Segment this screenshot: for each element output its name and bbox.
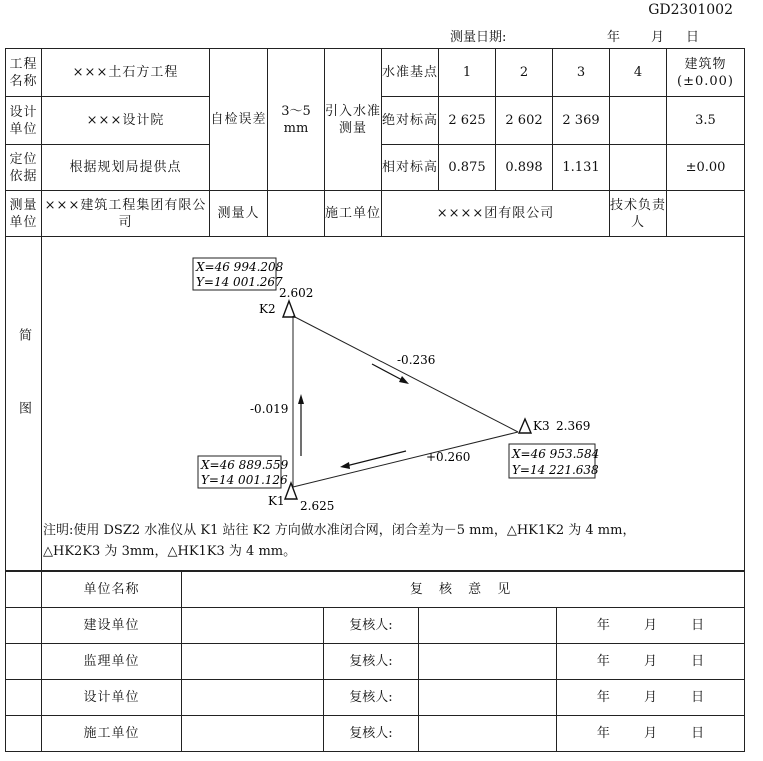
benchmark-4: 4 [610,49,667,97]
absolute-elevation-label: 绝对标高 [382,97,439,145]
surveyor-label: 测量人 [210,191,268,237]
benchmark-1: 1 [439,49,496,97]
abs-elev-2: 2 602 [496,97,553,145]
sketch-note [43,520,743,562]
review-opinion-header: 复 核 意 见 [182,572,745,608]
review-date: 年 月 日 [557,716,745,752]
edge-k2-k3 [293,316,518,432]
position-basis-value: 根据规划局提供点 [42,145,210,191]
date-month: 月 [651,30,665,45]
reviewer-label: 复核人: [324,608,419,644]
k2-elevation: 2.602 [279,286,314,300]
k3-x-coord: X=46 953.584 [512,447,600,461]
reviewer-label: 复核人: [324,644,419,680]
abs-elev-building: 3.5 [667,97,745,145]
benchmark-2: 2 [496,49,553,97]
unit-name-header: 单位名称 [42,572,182,608]
review-row [6,608,745,644]
survey-unit-value: ×××建筑工程集团有限公司 [42,191,210,237]
k1-x-coord: X=46 889.559 [201,458,289,472]
arrow-k2-k3-head [399,376,409,384]
date-day: 日 [686,30,700,45]
benchmark-3: 3 [553,49,610,97]
k3-name: K3 [533,419,550,433]
k2-x-coord: X=46 994.208 [196,260,284,274]
edge-k3-k1 [293,432,518,487]
abs-elev-3: 2 369 [553,97,610,145]
survey-date-label: 测量日期: [450,30,507,45]
date-year: 年 [607,30,621,45]
review-row [6,716,745,752]
rel-elev-building: ±0.00 [667,145,745,191]
survey-unit-label: 测量单位 [6,191,42,237]
k3-y-coord: Y=14 221.638 [512,463,599,477]
k2-name: K2 [259,302,276,316]
self-check-label: 自检误差 [210,49,268,191]
project-name-label: 工程名称 [6,49,42,97]
k1-y-coord: Y=14 001.126 [201,473,288,487]
reviewer-label: 复核人: [324,680,419,716]
delta-k3-k1: +0.260 [426,450,471,464]
sketch-side-text: 简图 [16,328,31,474]
note-line-2: △HK2K3 为 3mm，△HK1K3 为 4 mm。 [43,544,297,559]
k3-elevation: 2.369 [556,419,591,433]
benchmark-label: 水准基点 [382,49,439,97]
design-unit-label: 设计单位 [6,97,42,145]
review-unit-name: 建设单位 [42,608,182,644]
arrow-k3-k1-head [340,462,350,469]
document-code: GD2301002 [648,2,733,18]
construction-unit-label: 施工单位 [325,191,382,237]
review-date: 年 月 日 [557,608,745,644]
arrow-k3-k1-line [346,451,406,466]
abs-elev-1: 2 625 [439,97,496,145]
k2-station-icon [283,301,295,317]
rel-elev-3: 1.131 [553,145,610,191]
review-corner [6,572,42,608]
review-row [6,644,745,680]
arrow-k1-k2-head [298,394,304,404]
rel-elev-1: 0.875 [439,145,496,191]
self-check-value: 3～5 mm [268,49,325,191]
position-basis-label: 定位依据 [6,145,42,191]
tech-lead-label: 技术负责人 [610,191,667,237]
construction-unit-value: ××××团有限公司 [382,191,610,237]
note-line-1: 注明:使用 DSZ2 水准仪从 K1 站往 K2 方向做水准闭合网，闭合差为－5 mm，△HK1K2 为 4 mm， [43,523,636,538]
building-label: 建筑物(±0.00) [667,49,745,97]
delta-k1-k2: -0.019 [250,402,289,416]
rel-elev-2: 0.898 [496,145,553,191]
delta-k2-k3: -0.236 [397,353,436,367]
design-unit-value: ×××设计院 [42,97,210,145]
review-date: 年 月 日 [557,680,745,716]
project-name-value: ×××土石方工程 [42,49,210,97]
k1-elevation: 2.625 [300,499,335,513]
reviewer-label: 复核人: [324,716,419,752]
relative-elevation-label: 相对标高 [382,145,439,191]
review-date: 年 月 日 [557,644,745,680]
review-unit-name: 设计单位 [42,680,182,716]
leveling-label: 引入水准测量 [325,49,382,191]
review-table [5,571,745,752]
review-unit-name: 监理单位 [42,644,182,680]
k3-station-icon [519,419,531,433]
review-row [6,680,745,716]
review-unit-name: 施工单位 [42,716,182,752]
k1-name: K1 [268,494,285,508]
k2-y-coord: Y=14 001.267 [196,275,283,289]
